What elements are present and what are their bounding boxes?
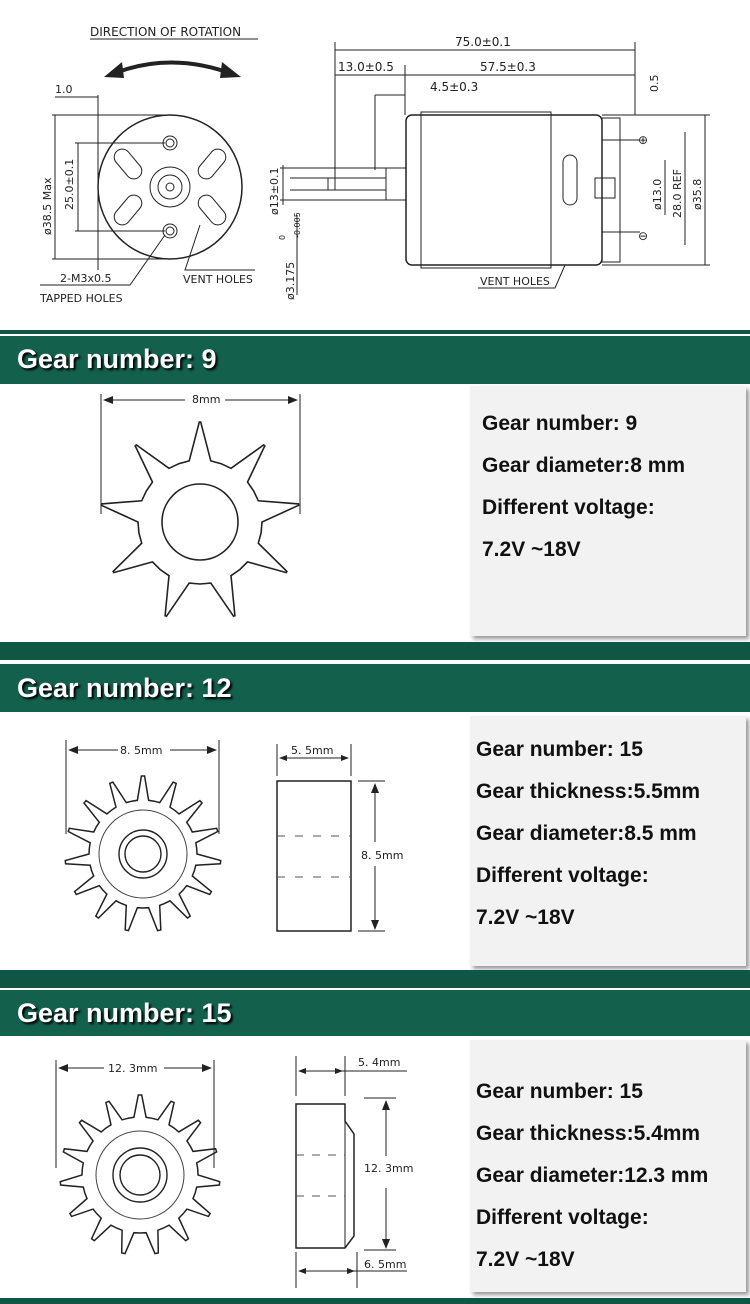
dim-ref: 28.0 REF <box>671 169 684 218</box>
dim-boss-dia: ø13±0.1 <box>268 167 281 215</box>
minus-terminal-icon: ⊖ <box>638 229 649 243</box>
direction-label: DIRECTION OF ROTATION <box>90 25 242 39</box>
tapped-label-2: TAPPED HOLES <box>40 292 123 305</box>
gear9-banner: Gear number: 9 <box>0 336 750 384</box>
gear15-dim-thickness: 5. 4mm <box>358 1056 401 1069</box>
vent-label-right: VENT HOLES <box>480 275 550 288</box>
dim-hole-spacing: 25.0±0.1 <box>63 158 76 210</box>
gear15-dim-bottom: 6. 5mm <box>364 1258 407 1271</box>
gear15-spec-voltage-label: Different voltage: <box>476 1206 649 1229</box>
gear9-dim-width: 8mm <box>192 393 221 406</box>
gear9-spec-voltage: 7.2V ~18V <box>482 538 581 561</box>
dim-left-1: 1.0 <box>55 83 73 96</box>
tapped-label-1: 2-M3x0.5 <box>60 272 112 285</box>
dim-shaft-dia: ø3.175 <box>284 261 297 300</box>
gear12-spec-number: Gear number: 15 <box>476 738 643 761</box>
divider-bar <box>0 642 750 660</box>
dim-body-dia: ø35.8 <box>691 178 704 210</box>
gear15-diagram <box>0 1038 470 1296</box>
gear15-spec-thickness: Gear thickness:5.4mm <box>476 1122 701 1145</box>
gear9-spec-voltage-label: Different voltage: <box>482 496 655 519</box>
gear15-spec-diameter: Gear diameter:12.3 mm <box>476 1164 709 1187</box>
gear12-dim-thickness: 5. 5mm <box>291 744 334 757</box>
dim-shaft-tol-bot: -0.005 <box>293 212 302 238</box>
gear15-spec-voltage: 7.2V ~18V <box>476 1248 575 1271</box>
gear9-spec-diameter: Gear diameter:8 mm <box>482 454 686 477</box>
dim-boss: 4.5±0.3 <box>430 80 479 94</box>
motor-technical-drawing <box>0 0 750 330</box>
gear9-diagram <box>0 384 470 639</box>
dim-end-13: ø13.0 <box>651 178 664 210</box>
gear15-spec-number: Gear number: 15 <box>476 1080 643 1103</box>
gear12-dim-width: 8. 5mm <box>120 744 163 757</box>
dim-body: 57.5±0.3 <box>480 60 536 74</box>
gear9-spec-number: Gear number: 9 <box>482 412 638 435</box>
gear12-spec-diameter: Gear diameter:8.5 mm <box>476 822 697 845</box>
gear15-dim-width: 12. 3mm <box>108 1062 158 1075</box>
vent-label-left: VENT HOLES <box>183 273 253 286</box>
gear15-dim-height: 12. 3mm <box>364 1162 414 1175</box>
gear12-banner: Gear number: 12 <box>0 664 750 712</box>
dim-shaft: 13.0±0.5 <box>338 60 394 74</box>
gear12-spec-thickness: Gear thickness:5.5mm <box>476 780 701 803</box>
divider-bar <box>0 330 750 334</box>
dim-shaft-tol-top: 0 <box>278 234 287 240</box>
gear12-diagram <box>0 714 470 969</box>
plus-terminal-icon: ⊕ <box>638 133 649 147</box>
dim-gap: 0.5 <box>648 74 661 92</box>
gear12-spec-voltage: 7.2V ~18V <box>476 906 575 929</box>
divider-bar <box>0 970 750 988</box>
gear15-banner: Gear number: 15 <box>0 990 750 1036</box>
gear12-dim-height: 8. 5mm <box>361 849 404 862</box>
dim-total: 75.0±0.1 <box>455 35 511 49</box>
dim-diameter-max: ø38.5 Max <box>41 177 54 235</box>
divider-bar <box>0 1298 750 1304</box>
gear12-spec-voltage-label: Different voltage: <box>476 864 649 887</box>
